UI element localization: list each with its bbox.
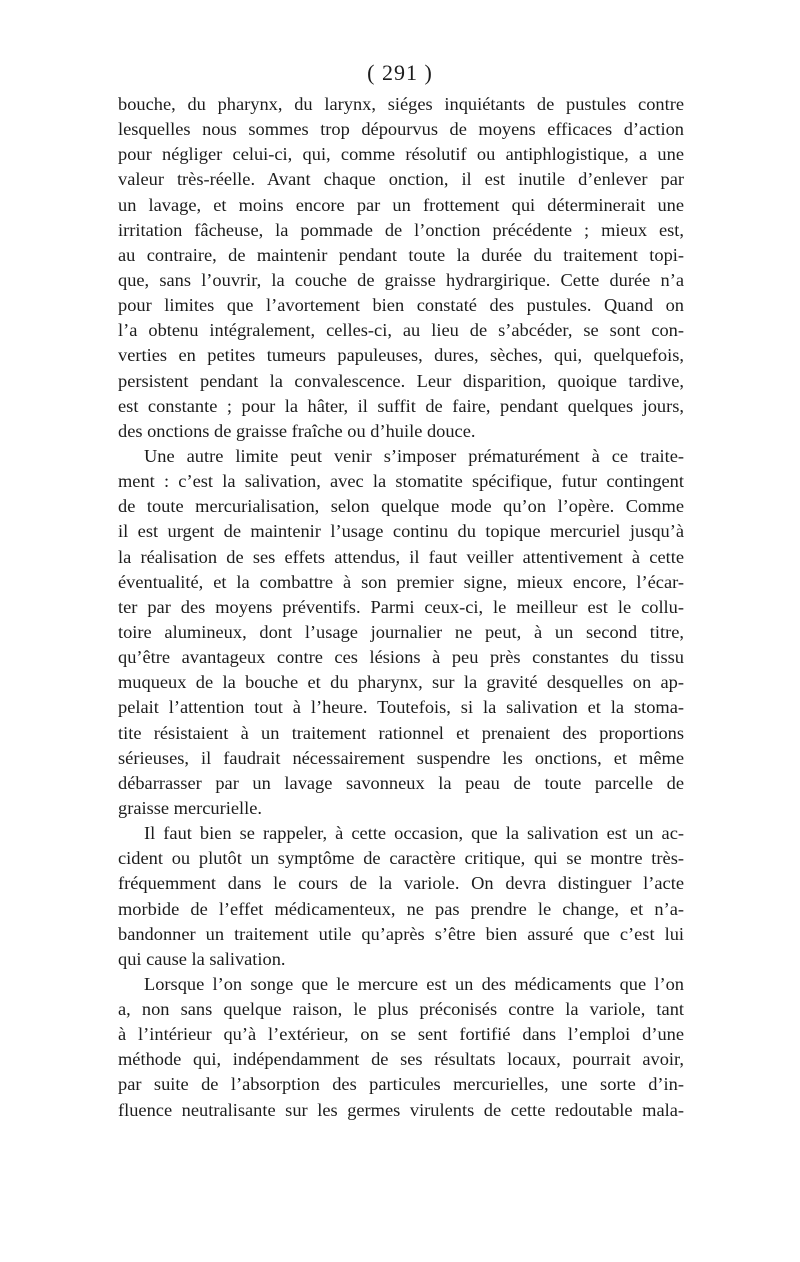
text-line: valeur très-réelle. Avant chaque onction, il est inutile d’enlever par xyxy=(118,169,684,190)
text-line: cident ou plutôt un symptôme de caractère critique, qui se montre très- xyxy=(118,848,684,869)
page-number: ( 291 ) xyxy=(367,60,433,85)
text-line: est constante ; pour la hâter, il suffit de faire, pendant quelques jours, xyxy=(118,395,684,416)
text-line: l’a obtenu intégralement, celles-ci, au lieu de s’abcéder, se sont con- xyxy=(118,320,684,341)
paragraph xyxy=(118,92,684,444)
text-line: Il faut bien se rappeler, à cette occasion, que la salivation est un ac- xyxy=(144,823,684,844)
text-line: au contraire, de maintenir pendant toute la durée du traitement topi- xyxy=(118,244,684,265)
text-line: sérieuses, il faudrait nécessairement suspendre les onctions, et même xyxy=(118,747,684,768)
text-line: débarrasser par un lavage savonneux la peau de toute parcelle de xyxy=(118,772,684,793)
text-line: éventualité, et la combattre à son premier signe, mieux encore, l’écar- xyxy=(118,571,684,592)
text-line: des onctions de graisse fraîche ou d’huile douce. xyxy=(118,420,476,441)
text-line: graisse mercurielle. xyxy=(118,797,262,818)
text-line: toire alumineux, dont l’usage journalier ne peut, à un second titre, xyxy=(118,621,684,642)
text-line: qu’être avantageux contre ces lésions à peu près constantes du tissu xyxy=(118,647,684,668)
text-line: lesquelles nous sommes trop dépourvus de moyens efficaces d’action xyxy=(118,119,684,140)
body-text xyxy=(118,92,684,1123)
text-line: Une autre limite peut venir s’imposer prématurément à ce traite- xyxy=(144,445,684,466)
text-line: ter par des moyens préventifs. Parmi ceux-ci, le meilleur est le collu- xyxy=(118,596,684,617)
paragraph xyxy=(118,821,684,972)
text-line: irritation fâcheuse, la pommade de l’onction précédente ; mieux est, xyxy=(118,219,684,240)
text-line: la réalisation de ses effets attendus, il faut veiller attentivement à cette xyxy=(118,546,684,567)
text-line: tite résistaient à un traitement rationnel et prenaient des proportions xyxy=(118,722,684,743)
text-line: bandonner un traitement utile qu’après s’être bien assuré que c’est lui xyxy=(118,923,684,944)
text-line: fréquemment dans le cours de la variole. On devra distinguer l’acte xyxy=(118,873,684,894)
text-line: fluence neutralisante sur les germes virulents de cette redoutable mala- xyxy=(118,1099,684,1120)
text-line: muqueux de la bouche et du pharynx, sur la gravité desquelles on ap- xyxy=(118,672,684,693)
text-line: pour négliger celui-ci, qui, comme résolutif ou antiphlogistique, a une xyxy=(118,144,684,165)
text-line: il est urgent de maintenir l’usage continu du topique mercuriel jusqu’à xyxy=(118,521,684,542)
text-line: Lorsque l’on songe que le mercure est un des médicaments que l’on xyxy=(144,973,684,994)
text-line: bouche, du pharynx, du larynx, siéges inquiétants de pustules contre xyxy=(118,94,684,114)
text-line: qui cause la salivation. xyxy=(118,948,286,969)
paragraph xyxy=(118,444,684,821)
text-line: un lavage, et moins encore par un frottement qui déterminerait une xyxy=(118,194,684,215)
text-line: que, sans l’ouvrir, la couche de graisse hydrargirique. Cette durée n’a xyxy=(118,269,684,290)
text-line: à l’intérieur qu’à l’extérieur, on se sent fortifié dans l’emploi d’une xyxy=(118,1024,684,1045)
text-line: persistent pendant la convalescence. Leur disparition, quoique tardive, xyxy=(118,370,684,391)
text-line: a, non sans quelque raison, le plus préconisés contre la variole, tant xyxy=(118,999,684,1020)
text-line: verties en petites tumeurs papuleuses, dures, sèches, qui, quelquefois, xyxy=(118,345,684,366)
text-line: ment : c’est la salivation, avec la stomatite spécifique, futur contingent xyxy=(118,471,684,492)
text-line: par suite de l’absorption des particules mercurielles, une sorte d’in- xyxy=(118,1074,684,1095)
text-line: méthode qui, indépendamment de ses résultats locaux, pourrait avoir, xyxy=(118,1049,684,1070)
text-line: morbide de l’effet médicamenteux, ne pas prendre le change, et n’a- xyxy=(118,898,684,919)
text-line: pelait l’attention tout à l’heure. Toutefois, si la salivation et la stoma- xyxy=(118,697,684,718)
text-line: de toute mercurialisation, selon quelque mode qu’on l’opère. Comme xyxy=(118,496,684,517)
paragraph xyxy=(118,972,684,1123)
text-line: pour limites que l’avortement bien constaté des pustules. Quand on xyxy=(118,295,684,316)
